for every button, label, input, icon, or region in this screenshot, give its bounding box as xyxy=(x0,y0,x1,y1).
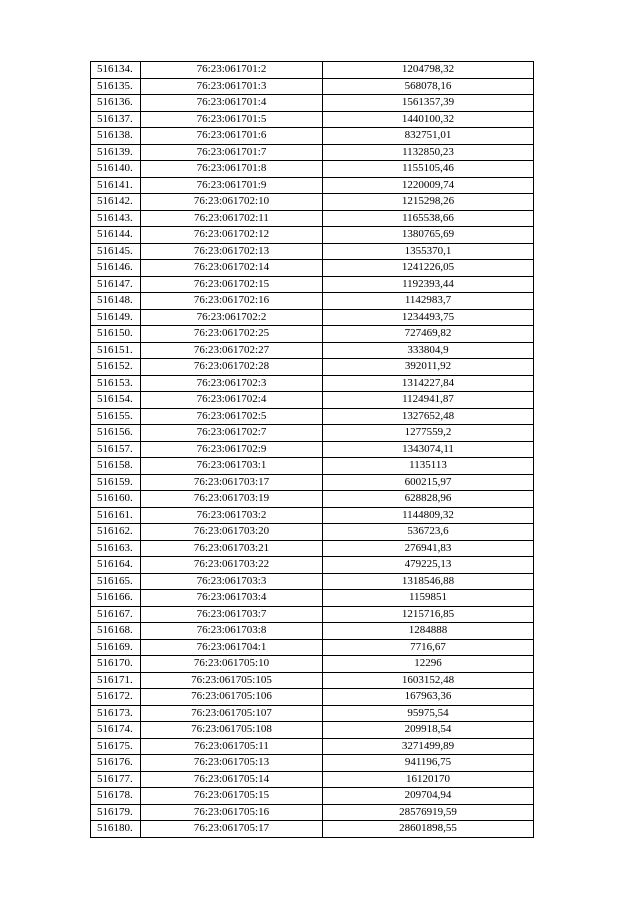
cadastral-value-cell: 95975,54 xyxy=(323,705,534,722)
cadastral-number-cell: 76:23:061701:4 xyxy=(141,95,323,112)
cadastral-value-cell: 1234493,75 xyxy=(323,309,534,326)
table-body xyxy=(91,62,534,838)
row-number-cell: 516153. xyxy=(91,375,141,392)
cadastral-number-cell: 76:23:061703:1 xyxy=(141,458,323,475)
cadastral-number-cell: 76:23:061702:28 xyxy=(141,359,323,376)
row-number-cell: 516149. xyxy=(91,309,141,326)
row-number-cell: 516154. xyxy=(91,392,141,409)
cadastral-value-cell: 1603152,48 xyxy=(323,672,534,689)
table-row xyxy=(91,788,534,805)
cadastral-value-cell: 28576919,59 xyxy=(323,804,534,821)
cadastral-value-cell: 1132850,23 xyxy=(323,144,534,161)
cadastral-value-cell: 1380765,69 xyxy=(323,227,534,244)
table-row xyxy=(91,194,534,211)
table-row xyxy=(91,474,534,491)
row-number-cell: 516140. xyxy=(91,161,141,178)
cadastral-number-cell: 76:23:061705:106 xyxy=(141,689,323,706)
cadastral-number-cell: 76:23:061702:16 xyxy=(141,293,323,310)
row-number-cell: 516157. xyxy=(91,441,141,458)
cadastral-value-cell: 1343074,11 xyxy=(323,441,534,458)
row-number-cell: 516158. xyxy=(91,458,141,475)
cadastral-value-cell: 832751,01 xyxy=(323,128,534,145)
table-row xyxy=(91,161,534,178)
row-number-cell: 516150. xyxy=(91,326,141,343)
cadastral-number-cell: 76:23:061705:11 xyxy=(141,738,323,755)
cadastral-value-cell: 1314227,84 xyxy=(323,375,534,392)
table-row xyxy=(91,705,534,722)
table-row xyxy=(91,359,534,376)
cadastral-number-cell: 76:23:061705:108 xyxy=(141,722,323,739)
table-row xyxy=(91,524,534,541)
table-row xyxy=(91,590,534,607)
table-row xyxy=(91,738,534,755)
row-number-cell: 516137. xyxy=(91,111,141,128)
cadastral-number-cell: 76:23:061705:10 xyxy=(141,656,323,673)
table-row xyxy=(91,573,534,590)
cadastral-value-cell: 392011,92 xyxy=(323,359,534,376)
table-row xyxy=(91,326,534,343)
row-number-cell: 516169. xyxy=(91,639,141,656)
cadastral-value-cell: 167963,36 xyxy=(323,689,534,706)
cadastral-number-cell: 76:23:061702:3 xyxy=(141,375,323,392)
table-row xyxy=(91,293,534,310)
table-row xyxy=(91,639,534,656)
row-number-cell: 516135. xyxy=(91,78,141,95)
row-number-cell: 516143. xyxy=(91,210,141,227)
cadastral-value-cell: 12296 xyxy=(323,656,534,673)
table-row xyxy=(91,111,534,128)
table-row xyxy=(91,672,534,689)
table-row xyxy=(91,243,534,260)
row-number-cell: 516145. xyxy=(91,243,141,260)
row-number-cell: 516163. xyxy=(91,540,141,557)
cadastral-value-cell: 1159851 xyxy=(323,590,534,607)
table-row xyxy=(91,491,534,508)
row-number-cell: 516162. xyxy=(91,524,141,541)
cadastral-value-cell: 479225,13 xyxy=(323,557,534,574)
cadastral-value-cell: 1142983,7 xyxy=(323,293,534,310)
cadastral-number-cell: 76:23:061702:10 xyxy=(141,194,323,211)
row-number-cell: 516138. xyxy=(91,128,141,145)
cadastral-value-cell: 600215,97 xyxy=(323,474,534,491)
table-row xyxy=(91,177,534,194)
cadastral-number-cell: 76:23:061702:11 xyxy=(141,210,323,227)
table-row xyxy=(91,689,534,706)
table-row xyxy=(91,62,534,79)
row-number-cell: 516172. xyxy=(91,689,141,706)
row-number-cell: 516160. xyxy=(91,491,141,508)
cadastral-number-cell: 76:23:061703:7 xyxy=(141,606,323,623)
cadastral-value-cell: 1561357,39 xyxy=(323,95,534,112)
cadastral-value-cell: 1135113 xyxy=(323,458,534,475)
cadastral-number-cell: 76:23:061701:2 xyxy=(141,62,323,79)
cadastral-number-cell: 76:23:061705:105 xyxy=(141,672,323,689)
table-row xyxy=(91,755,534,772)
cadastral-number-cell: 76:23:061702:14 xyxy=(141,260,323,277)
row-number-cell: 516170. xyxy=(91,656,141,673)
cadastral-number-cell: 76:23:061702:4 xyxy=(141,392,323,409)
cadastral-value-cell: 1155105,46 xyxy=(323,161,534,178)
cadastral-number-cell: 76:23:061702:13 xyxy=(141,243,323,260)
cadastral-value-cell: 1144809,32 xyxy=(323,507,534,524)
cadastral-value-cell: 1220009,74 xyxy=(323,177,534,194)
cadastral-number-cell: 76:23:061705:13 xyxy=(141,755,323,772)
table-row xyxy=(91,392,534,409)
row-number-cell: 516165. xyxy=(91,573,141,590)
row-number-cell: 516134. xyxy=(91,62,141,79)
cadastral-number-cell: 76:23:061702:15 xyxy=(141,276,323,293)
row-number-cell: 516175. xyxy=(91,738,141,755)
cadastral-value-cell: 1318546,88 xyxy=(323,573,534,590)
cadastral-number-cell: 76:23:061702:12 xyxy=(141,227,323,244)
row-number-cell: 516141. xyxy=(91,177,141,194)
cadastral-number-cell: 76:23:061705:16 xyxy=(141,804,323,821)
row-number-cell: 516156. xyxy=(91,425,141,442)
cadastral-number-cell: 76:23:061703:17 xyxy=(141,474,323,491)
row-number-cell: 516144. xyxy=(91,227,141,244)
cadastral-number-cell: 76:23:061703:2 xyxy=(141,507,323,524)
row-number-cell: 516174. xyxy=(91,722,141,739)
table-row xyxy=(91,309,534,326)
table-row xyxy=(91,425,534,442)
cadastral-number-cell: 76:23:061702:7 xyxy=(141,425,323,442)
table-row xyxy=(91,804,534,821)
cadastral-number-cell: 76:23:061702:2 xyxy=(141,309,323,326)
row-number-cell: 516161. xyxy=(91,507,141,524)
row-number-cell: 516148. xyxy=(91,293,141,310)
table-row xyxy=(91,606,534,623)
cadastral-value-cell: 209918,54 xyxy=(323,722,534,739)
row-number-cell: 516142. xyxy=(91,194,141,211)
cadastral-value-cell: 1192393,44 xyxy=(323,276,534,293)
table-row xyxy=(91,557,534,574)
row-number-cell: 516151. xyxy=(91,342,141,359)
cadastral-value-cell: 1204798,32 xyxy=(323,62,534,79)
cadastral-number-cell: 76:23:061703:8 xyxy=(141,623,323,640)
cadastral-value-cell: 1215716,85 xyxy=(323,606,534,623)
row-number-cell: 516166. xyxy=(91,590,141,607)
table-row xyxy=(91,771,534,788)
cadastral-value-cell: 3271499,89 xyxy=(323,738,534,755)
cadastral-number-cell: 76:23:061702:27 xyxy=(141,342,323,359)
cadastral-value-cell: 941196,75 xyxy=(323,755,534,772)
cadastral-value-cell: 333804,9 xyxy=(323,342,534,359)
cadastral-value-cell: 1327652,48 xyxy=(323,408,534,425)
table-row xyxy=(91,144,534,161)
cadastral-number-cell: 76:23:061703:21 xyxy=(141,540,323,557)
cadastral-value-cell: 276941,83 xyxy=(323,540,534,557)
row-number-cell: 516177. xyxy=(91,771,141,788)
table-row xyxy=(91,408,534,425)
row-number-cell: 516168. xyxy=(91,623,141,640)
cadastral-number-cell: 76:23:061705:107 xyxy=(141,705,323,722)
cadastral-value-cell: 1355370,1 xyxy=(323,243,534,260)
table-row xyxy=(91,623,534,640)
table-row xyxy=(91,78,534,95)
row-number-cell: 516176. xyxy=(91,755,141,772)
table-row xyxy=(91,540,534,557)
cadastral-number-cell: 76:23:061701:7 xyxy=(141,144,323,161)
row-number-cell: 516179. xyxy=(91,804,141,821)
row-number-cell: 516167. xyxy=(91,606,141,623)
cadastral-value-cell: 1277559,2 xyxy=(323,425,534,442)
table-row xyxy=(91,227,534,244)
table-row xyxy=(91,95,534,112)
cadastral-value-cell: 536723,6 xyxy=(323,524,534,541)
row-number-cell: 516136. xyxy=(91,95,141,112)
cadastral-value-cell: 209704,94 xyxy=(323,788,534,805)
cadastral-number-cell: 76:23:061703:22 xyxy=(141,557,323,574)
table-row xyxy=(91,375,534,392)
table-row xyxy=(91,656,534,673)
cadastral-value-cell: 1284888 xyxy=(323,623,534,640)
row-number-cell: 516171. xyxy=(91,672,141,689)
cadastral-number-cell: 76:23:061704:1 xyxy=(141,639,323,656)
cadastral-value-cell: 1165538,66 xyxy=(323,210,534,227)
table-row xyxy=(91,507,534,524)
table-row xyxy=(91,441,534,458)
cadastral-number-cell: 76:23:061702:9 xyxy=(141,441,323,458)
cadastral-number-cell: 76:23:061702:25 xyxy=(141,326,323,343)
cadastral-number-cell: 76:23:061705:17 xyxy=(141,821,323,838)
row-number-cell: 516178. xyxy=(91,788,141,805)
cadastral-number-cell: 76:23:061705:15 xyxy=(141,788,323,805)
cadastral-value-cell: 1440100,32 xyxy=(323,111,534,128)
cadastral-value-cell: 7716,67 xyxy=(323,639,534,656)
cadastral-value-table xyxy=(90,61,534,838)
cadastral-value-cell: 1215298,26 xyxy=(323,194,534,211)
table-row xyxy=(91,722,534,739)
row-number-cell: 516159. xyxy=(91,474,141,491)
cadastral-number-cell: 76:23:061703:19 xyxy=(141,491,323,508)
cadastral-number-cell: 76:23:061703:4 xyxy=(141,590,323,607)
cadastral-number-cell: 76:23:061703:3 xyxy=(141,573,323,590)
table-row xyxy=(91,210,534,227)
cadastral-value-cell: 28601898,55 xyxy=(323,821,534,838)
row-number-cell: 516155. xyxy=(91,408,141,425)
table-row xyxy=(91,260,534,277)
cadastral-number-cell: 76:23:061701:8 xyxy=(141,161,323,178)
cadastral-number-cell: 76:23:061701:6 xyxy=(141,128,323,145)
row-number-cell: 516152. xyxy=(91,359,141,376)
cadastral-number-cell: 76:23:061705:14 xyxy=(141,771,323,788)
table-row xyxy=(91,276,534,293)
cadastral-number-cell: 76:23:061703:20 xyxy=(141,524,323,541)
row-number-cell: 516147. xyxy=(91,276,141,293)
table-row xyxy=(91,128,534,145)
cadastral-number-cell: 76:23:061702:5 xyxy=(141,408,323,425)
cadastral-value-cell: 1241226,05 xyxy=(323,260,534,277)
cadastral-value-cell: 568078,16 xyxy=(323,78,534,95)
cadastral-value-cell: 1124941,87 xyxy=(323,392,534,409)
cadastral-number-cell: 76:23:061701:5 xyxy=(141,111,323,128)
table-row xyxy=(91,458,534,475)
table-row xyxy=(91,821,534,838)
cadastral-value-cell: 628828,96 xyxy=(323,491,534,508)
cadastral-number-cell: 76:23:061701:9 xyxy=(141,177,323,194)
row-number-cell: 516180. xyxy=(91,821,141,838)
row-number-cell: 516146. xyxy=(91,260,141,277)
row-number-cell: 516173. xyxy=(91,705,141,722)
cadastral-value-cell: 727469,82 xyxy=(323,326,534,343)
cadastral-value-cell: 16120170 xyxy=(323,771,534,788)
row-number-cell: 516139. xyxy=(91,144,141,161)
table-row xyxy=(91,342,534,359)
row-number-cell: 516164. xyxy=(91,557,141,574)
cadastral-number-cell: 76:23:061701:3 xyxy=(141,78,323,95)
